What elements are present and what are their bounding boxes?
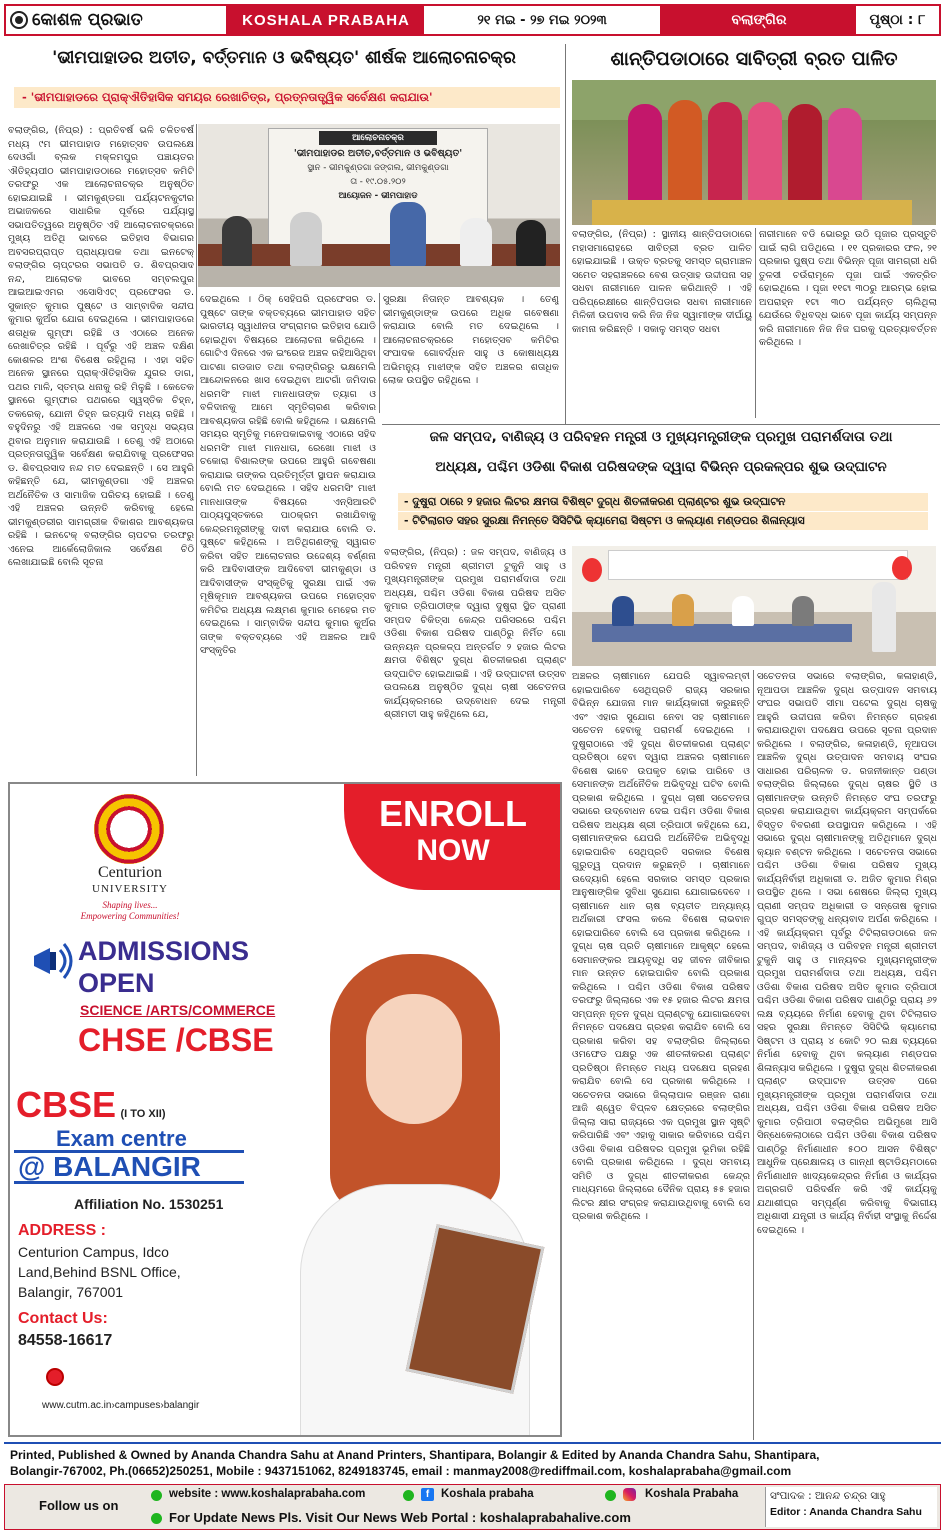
instagram-icon[interactable] xyxy=(605,1490,616,1501)
logo-text: କୋଶଳ ପ୍ରଭାତ xyxy=(32,10,143,30)
editor-english: Editor : Ananda Chandra Sahu xyxy=(770,1506,922,1518)
imprint-divider xyxy=(4,1442,941,1444)
article1-headline: 'ଭୀମପାହାଡର ଅତୀତ, ବର୍ତ୍ତମାନ ଓ ଭବିଷ୍ୟତ' ଶୀର୍ଷକ ଆଲୋଚନାଚକ୍ର xyxy=(52,48,516,68)
article2-photo xyxy=(572,80,936,225)
column-divider xyxy=(379,293,380,413)
address-line: Balangir, 767001 xyxy=(18,1284,124,1300)
issue-date: ୨୧ ମଇ - ୨୭ ମଇ ୨୦୨୩ xyxy=(424,6,662,34)
photo2-woman xyxy=(668,100,702,214)
facebook-icon[interactable] xyxy=(403,1490,414,1501)
english-title: KOSHALA PRABAHA xyxy=(228,6,424,34)
article3-subheadline2: - ଟିଟିଲାଗଡ ସହର ସୁରକ୍ଷା ନିମନ୍ତେ ସିସିଟିଭି କ୍ୟାମେରା ସିଷ୍ଟମ ଓ କଲ୍ୟାଣ ମଣ୍ଡପର ଶିଳାନ୍ୟାସ xyxy=(398,512,928,530)
exam-centre-label: Exam centre xyxy=(56,1126,187,1151)
article3-subheadline1: - ଦୁଷୁରା ଠାରେ ୨ ହଜାର ଲିଟର କ୍ଷମତା ବିଶିଷ୍ଟ ଦୁଗ୍ଧ ଶିତଳୀକରଣ ପ୍ଲାଣ୍ଟର ଶୁଭ ଉଦ୍‌ଘାଟନ xyxy=(398,493,928,511)
footer-facebook-link[interactable]: Koshala prabaha xyxy=(441,1488,534,1500)
exam-centre-city: @ BALANGIR xyxy=(14,1150,244,1184)
photo3-speaker xyxy=(872,582,896,652)
photo3-person xyxy=(672,594,694,626)
photo2-woman xyxy=(788,104,822,214)
contact-label: Contact Us: xyxy=(18,1310,108,1327)
article1-col3: ସୁରକ୍ଷା ନିତାନ୍ତ ଆବଶ୍ୟକ । ତେଣୁ ଭୀମକୁଣ୍ଡାଙ୍କ ଉପରେ ଅଧିକ ଗବେଷଣା କରାଯାଉ ବୋଲି ମତ ଦେଇଥିଲେ । ଆଲୋଚନାଚକ୍ରରେ ମହୋତ୍ସବ କମିଟିର ସଂପାଦକ ଗୋବର୍ଦ୍ଧନ ସାହୁ ଓ କୋଷାଧ୍ୟକ୍ଷ ଅଭିମନ୍ୟୁ ମାଝୀଙ୍କ ସହିତ ଅଞ୍ଚଳର ଶତାଧିକ ଲୋକ ଉପସ୍ଥିତ ରହିଥିଲେ । xyxy=(383,294,559,386)
column-divider xyxy=(753,670,754,1440)
photo3-person xyxy=(612,596,634,626)
article2-col2: ନାରୀମାନେ ବଡି ଭୋରରୁ ଉଠି ପୂଜାର ପ୍ରସ୍ତୁତି ପାଇଁ ଲାଗି ପଡିଥିଲେ । ୧୧ ପ୍ରକାରର ଫଳ, ୨୧ ପ୍ରକାର ପୁଷ୍ପ ତଥା ବିଭିନ୍ନ ପୂଜା ସାମଗ୍ରୀ ଧରି ତୁଳସୀ ଚଉଁରାମୂଳେ ପୂଜା ପାଇଁ ଏକତ୍ରିତ ହୋଇଥିଲେ । ପୂଜା ୧୧ଟା ୩୦ରୁ ଆରମ୍ଭ ହୋଇ ଅପରାହ୍ନ ୧ଟା ୩୦ ପର୍ଯ୍ୟନ୍ତ ଚାଲିଥିଲା ଯେଉଁରେ ବିଧିବଦ୍ଧ ଭାବେ ପୂଜା କାର୍ଯ୍ୟ ସମ୍ପନ୍ନ କରି ନାରୀମାନେ ନିଜ ନିଜ ଘରକୁ ପ୍ରତ୍ୟାବର୍ତ୍ତନ କରିଥିଲେ । xyxy=(759,229,937,348)
article3-headline-line1: ଜଳ ସମ୍ପଦ, ବାଣିଜ୍ୟ ଓ ପରିବହନ ମନ୍ତ୍ରୀ ଓ ମୁଖ୍ୟମନ୍ତ୍ରୀଙ୍କ ପ୍ରମୁଖ ପରାମର୍ଶଦାତା ତଥା xyxy=(429,429,893,445)
globe-icon xyxy=(46,1368,64,1386)
article2-col1: ବଲାଙ୍ଗିର, (ନିପ୍ର) : ସ୍ଥାନୀୟ ଶାନ୍ତିପଡାଠାରେ ମହାସମାରୋହରେ ସାବିତ୍ରୀ ବ୍ରତ ପାଳିତ ହୋଇଯାଇଛି । ଉକ୍ତ ବ୍ରତକୁ ସମସ୍ତ ଗ୍ରାମାଞ୍ଚଳ ସମେତ ସହରାଞ୍ଚଳରେ ବେଶ ଉତ୍ସାହ ଉଦ୍ଦୀପନା ସହ ସଧବା ନାରୀମାନେ ପାଳନ କରିଥାନ୍ତି । ଏହି ପରିପ୍ରେକ୍ଷୀରେ ଶାନ୍ତିପଡାର ସଧବା ନାରୀମାନେ ମିଳିକୀ ଉପବାସ କରି ନିଜ ନିଜ ସ୍ୱାମୀଙ୍କ ଦୀର୍ଘାୟୁ କାମନା କରିଛନ୍ତି । ସକାଳୁ ସମସ୍ତ ସଧବା xyxy=(572,229,752,335)
photo1-person xyxy=(516,220,546,266)
university-logo xyxy=(94,794,164,864)
article1-photo xyxy=(198,124,560,287)
imprint-line2: Bolangir-767002, Ph.(06652)250251, Mobile : 9437151062, 8249183745, email : manmay2008@rediffmail.com, koshalaprabaha@gmail.com xyxy=(10,1464,792,1478)
photo3-balloon xyxy=(892,556,912,580)
photo3-banner xyxy=(608,550,908,580)
article3-col-a: ବଲାଙ୍ଗିର, (ନିପ୍ର) : ଜଳ ସମ୍ପଦ, ବାଣିଜ୍ୟ ଓ ପରିବହନ ମନ୍ତ୍ରୀ ଶ୍ରୀମତୀ ଟୁକୁନି ସାହୁ ଓ ମୁଖ୍ୟମନ୍ତ୍ରୀଙ୍କ ପ୍ରମୁଖ ପରାମର୍ଶଦାତା ତଥା ଅଧ୍ୟକ୍ଷ, ପଶ୍ଚିମ ଓଡିଶା ବିକାଶ ପରିଷଦ ଅସିତ କୁମାର ତ୍ରିପାଠୀଙ୍କ ଦ୍ୱାରା ଦୁଷୁରା ସ୍ଥିତ ପ୍ରାଣୀ ସମ୍ପଦ ଚିକିତ୍ସା କେନ୍ଦ୍ର ପରିସରରେ ପଶ୍ଚିମ ଓଡିଶା ବିକାଶ ପରିଷଦ ପାଣ୍ଠିରୁ ନିର୍ମିତ ଗୋ ଉନ୍ନୟନ ପ୍ରକଳ୍ପ ଅନ୍ତର୍ଗତ ୨ ହଜାର ଲିଟର କ୍ଷମତା ବିଶିଷ୍ଟ ଦୁଗ୍ଧ ଶିତଳୀକରଣ ପ୍ଲାଣ୍ଟ ଉଦ୍‌ଘାଟିତ ହୋଇଥାଇଛି । ଏହି ଉଦ୍‌ଘାଟନୀ ଉତ୍ସବ ଉପଲକ୍ଷେ ଅନୁଷ୍ଠିତ ଦୁଗ୍ଧ ଚାଷୀ ସଚେତନତା କାର୍ଯ୍ୟକ୍ରମରେ ଉଦ୍‌ବୋଧନ ଦେଇ ମନ୍ତ୍ରୀ ଶ୍ରୀମତୀ ସାହୁ କହିଥିଲେ ଯେ, xyxy=(384,547,566,720)
instagram-logo-icon xyxy=(623,1488,636,1501)
university-tagline: Empowering Communities! xyxy=(80,911,180,921)
article1-col2: ଦେଇଥିଲେ । ଠିକ୍ ସେହିପରି ପ୍ରଫେସର ଡ. ପୁଷ୍ଟେ ତାଙ୍କ ବକ୍ତବ୍ୟରେ ଭୀମପାହାଡ ସହିତ ଭାରତୀୟ ସ୍ୱାଧୀନତା ସଂଗ୍ରାମର ଇତିହାସ ଯୋଡି ହୋଇଥିବା ବିଷୟରେ ଆଲୋଚନା କରିଥିଲେ । ଗୋଟିଏ ଦିନରେ ଏକ ଇଂରେଜ ଅଞ୍ଚଳ ରହିଆସିଥିବା ପାଟଣା ଗଡଜାତ ତଥା ବଲାଙ୍ଗିରରୁ ଭକ୍ଷମେଲି ଆନ୍ଦୋଳନରେ ଖାସ ଦେଇଥିବା ଆଟଗାଁ ଜମିଦାର ଧରମସିଂ ମାଝୀ ମାନଧାତାଙ୍କ ତ୍ୟାଗ ଓ ବଳିଦାନକୁ ଆମେ ସ୍ମୃତିଚାରଣ କରିବାର ଆବଶ୍ୟକତା ରହିଛି ବୋଲି କହିଥିଲେ । ଭକ୍ଷମେଲି ସମୟର ସ୍ମୃତିକୁ ମନେପକାଇବାକୁ ଏଠାରେ ସହିଦ ଧରମସିଂ ମାଝୀ ମାନଧାତା, ରେଖୋ ମାଝୀ ଓ ଚକୋରା ବିଶାଲଙ୍କ ଉପରେ ଆହୁରି ଗବେଷଣା କରାଯାଇ ତାଙ୍କର ପ୍ରତିମୂର୍ତ୍ତୀ ସ୍ଥାପନ କରାଯାଉ ବୋଲି ମତ ଦେଇଥିଲେ । ସହିଦ ଧରମସିଂ ମାଝୀ ମାନଧାତାଙ୍କ ବିଷୟରେ ଏନ୍‌ସିଆରଟି ପାଠ୍ୟପୁସ୍ତକରେ ପାଠକ୍ରମ ରଖାଯିବାକୁ କେନ୍ଦ୍ରମନ୍ତ୍ରୀଙ୍କୁ ଦାବୀ କରାଯାଉ ବୋଲି ଡ. ପୁଷ୍ଟେ କହିଥିଲେ । ଅତିଥିଗଣଙ୍କୁ ସ୍ୱାଗତ କରିବା ସହିତ ଆଲୋଚନାର ଉଦ୍ଦେଶ୍ୟ ବର୍ଣ୍ଣନା କରି ଆଦିବାସୀଙ୍କ ଆଦିବେବୀ ଭୀମକୁଣ୍ଡା ଓ ଆଦିବାସୀଙ୍କ ସଂସ୍କୃତିକୁ ସୁରକ୍ଷା ପାଇଁ ଏକ ମୂଷିକୂମାନ ଆବଶ୍ୟକତା ଉପରେ ମହୋତ୍ସବ କମିଟିର ଅଧ୍ୟକ୍ଷ ଲକ୍ଷ୍ମଣ କୁମାର ମେହେର ମତ ଦେଇଥିଲେ । ସାମ୍ବାଦିକ ସନ୍ଦୀପ କୁମାର କୁର୍ଅର ତାଙ୍କ ବକ୍ତବ୍ୟରେ ଏହି ଅଞ୍ଚଳର ଆଦି ସଂସ୍କୃତିର xyxy=(200,294,376,656)
editor-odia: ସଂପାଦକ : ଆନନ୍ଦ ଚନ୍ଦ୍ର ସାହୁ xyxy=(770,1490,886,1502)
imprint-line1: Printed, Published & Owned by Ananda Chandra Sahu at Anand Printers, Shantipara, Bolangir & Edited by Ananda Chandra Sahu, Shantipara, xyxy=(10,1448,820,1462)
photo2-offerings xyxy=(592,200,912,225)
student-illustration xyxy=(270,934,562,1437)
footer xyxy=(4,1484,941,1530)
photo3-table xyxy=(592,624,852,642)
portal-icon xyxy=(151,1513,162,1524)
photo3-balloon xyxy=(582,558,602,582)
photo2-woman xyxy=(628,104,662,214)
ad-website-link[interactable]: www.cutm.ac.in›campuses›balangir xyxy=(42,1400,200,1411)
enroll-now-badge[interactable]: ENROLL NOW xyxy=(344,784,562,890)
photo1-person xyxy=(222,216,252,266)
follow-us-label: Follow us on xyxy=(39,1498,119,1513)
affiliation-number: Affiliation No. 1530251 xyxy=(74,1196,224,1212)
university-sub: UNIVERSITY xyxy=(92,883,168,895)
website-icon xyxy=(151,1490,162,1501)
streams-label: SCIENCE /ARTS/COMMERCE xyxy=(80,1002,276,1018)
boards-label: CHSE /CBSE xyxy=(78,1022,274,1058)
photo2-woman xyxy=(748,102,782,214)
article1-col1: ବଲାଙ୍ଗିର, (ନିପ୍ର) : ପ୍ରତିବର୍ଷ ଭଳି ଚଳିତବର୍ଷ ମଧ୍ୟ ୯ମ ଭୀମପାହାଡ ମହୋତ୍ସବ ଉପଲକ୍ଷେ ଦେଓଗାଁ ବ୍ଲକ ମକ୍ଳମପୁର ପଞ୍ଚାୟତର ଐତିହ୍ୟପୀଠ ଭୀମପାହାଡଠାରେ ମହୋତ୍ସବ କମିଟି ତରଫରୁ ଏକ ଆଲୋଚନାଚକ୍ର ଅନୁଷ୍ଠିତ ହୋଇଯାଇଛି । ଭୀମକୁଣ୍ଡଗା ପର୍ଯ୍ୟଟନକୁଟୀର ଅଭାଜକରେ ସାଧାରିକ ପୂର୍ବରେ ପର୍ଯ୍ୟାସ୍ଥ ସଭାପତିତ୍ୱରେ ଅନୁଷ୍ଠିତ ଏହି ଆଲୋଚନାଚକ୍ରରେ ମୁଖ୍ୟ ଅତିଥି ଭାବରେ ଇତିହାସ ବିଭାଗର ଅବସରପ୍ରାପ୍ତ ପ୍ରାଧ୍ୟାପକ ତଥା ଇନଟେକ୍ ବଲାଙ୍ଗିର ଚାପ୍ଟରର ସଭାପତି ଡ. ଶିବପ୍ରସାଦ ନନ୍ଦ, ଆଲୋଚକ ଭାବରେ ସମ୍ବଲପୁର ଆଇଆଇଏମର ଏସୋସିଏଟ୍ ପ୍ରଫେସର ଡ. ସୁକାନ୍ତ କୁମାର ପୁଷ୍ଟେ ଓ ସାମ୍ବାଦିକ ସନ୍ଦୀପ କୁମାର କୁର୍ଅର ଯୋଗ ଦେଇଥିଲେ । ଭୀମପାହାଡରେ ଶତାଧିକ ଗୁମ୍ଫା ରହିଛି ଓ ଏଠାରେ ଅନେକ ରେଖାଚିତ୍ର ରହିଛି । ପୂର୍ବରୁ ଏହି ଅଞ୍ଚଳ ଦକ୍ଷିଣ କୋଶଳର ଅଂଶ ବିଶେଷ ରହିଥିଲା । ଏହା ସହିତ ଅନେକ ସ୍ଥାନରେ ପ୍ରାକ୍ଐତିହାସିକ ଯୁଗର ଡାଗ, ପଥର ମାଳି, ସ୍ତମ୍ଭ ଧନାକୁ ରହି ମିଳୁଛି । କେତେକ ସ୍ଥାନରେ ଗୁମ୍ଫାର ପଥରରେ ସ୍ୱସ୍ତିକ ଚିହ୍ନ, ତକରେକ୍, ଯୋନୀ ଚିହ୍ନ ଇତ୍ୟାଦି ମଧ୍ୟ ରହିଛି । ବହୁଦିନରୁ ଏହି ଅଞ୍ଚଳରେ ଏକ ସମୃଦ୍ଧ ସଭ୍ୟତା ଥିବାର ଅନୁମାନ କରାଯାଉଛି । ତେଣୁ ଏହି ଅଠାରେ ପ୍ରତ୍ନତାତ୍ତ୍ୱିକ ସର୍ବେକ୍ଷଣ କରାଯିବାକୁ ପ୍ରଫେସର ଡ. ଶିବପ୍ରସାଦ ନନ୍ଦ ମତ ଦେଇଛନ୍ତି । ସେ ଆହୁରି କହିଛନ୍ତି ଯେ, ଭୀମକୁଣ୍ଡଗା ଏହି ଅଞ୍ଚଳର ଅର୍ଥନୈତିକ ଓ ସାମାଜିକ ପରିଚୟ ହୋଇଛି । ତେଣୁ ଏହି ଅଞ୍ଚଳର ଉନ୍ନତି କରିବାକୁ ହେଲେ ଭୀମକୁଣ୍ଡରୀର ସାମଗ୍ରୀକ ବିକାଶର ଆବଶ୍ୟକତା ରହିଛି । ଇନଟେକ୍ ବଲାଙ୍ଗିର ଚାପଟର ତରଫରୁ ଏନେଇ ଆର୍କେଲୋଜିକାଲ ସର୍ବେକ୍ଷଣ ଚିଠି ଲେଖାଯାଇଛି ବୋଲି ସୂଚନା xyxy=(8,125,194,568)
location-label: ବଲାଙ୍ଗିର xyxy=(662,6,856,34)
photo2-woman xyxy=(828,108,862,214)
masthead xyxy=(4,4,941,36)
photo3-person xyxy=(792,596,814,626)
cbse-block: CBSE (I TO XII) xyxy=(16,1084,166,1125)
footer-instagram-link[interactable]: Koshala Prabaha xyxy=(645,1488,739,1500)
article3-headline-line2: ଅଧ୍ୟକ୍ଷ, ପଶ୍ଚିମ ଓଡିଶା ବିକାଶ ପରିଷଦଙ୍କ ଦ୍ୱାରା ବିଭିନ୍ନ ପ୍ରକଳ୍ପର ଶୁଭ ଉଦ୍‌ଘାଟନ xyxy=(435,459,887,475)
facebook-logo-icon: f xyxy=(421,1488,434,1501)
student-face xyxy=(366,994,462,1124)
logo-emblem-icon xyxy=(10,11,28,29)
article2-headline: ଶାନ୍ତିପଡାଠାରେ ସାବିତ୍ରୀ ବ୍ରତ ପାଳିତ xyxy=(610,48,898,70)
photo1-person xyxy=(290,212,322,266)
column-divider xyxy=(755,228,756,418)
photo1-person xyxy=(390,202,426,266)
university-name: Centurion xyxy=(98,864,162,881)
photo3-person xyxy=(732,596,754,626)
photo2-woman xyxy=(708,102,742,214)
footer-portal-link[interactable]: For Update News Pls. Visit Our News Web Portal : koshalaprabahalive.com xyxy=(169,1510,631,1525)
admissions-open: OPEN xyxy=(78,968,155,998)
editor-box xyxy=(765,1487,937,1527)
footer-website-link[interactable]: website : www.koshalaprabaha.com xyxy=(169,1488,366,1500)
megaphone-icon xyxy=(28,938,74,984)
university-tagline: Shaping lives... xyxy=(102,900,158,910)
article3-col-c: ସଚେତନତା ସଭାରେ ବଲାଙ୍ଗିର, କଳାହାଣ୍ଡି, ନୂଆପଡା ଆଞ୍ଚଳିକ ଦୁଗ୍ଧ ଉତ୍ପାଦନ ସମବାୟ ସଂଘର ସଭାପତି ସୀମା ପଟେଲ ଦୁଗ୍ଧ ଚାଷକୁ ଆହୁରି ଉଦ୍ଦୀପନା କରିବା ନିମନ୍ତେ ଗ୍ରହଣ କରାଯାଉଥିବା ପଦକ୍ଷେପ ଉପରେ ସୂଚନା ପ୍ରଦାନ କରିଥିଲେ । ବଲାଙ୍ଗିର, କଳାହାଣ୍ଡି, ନୂଆପଡା ଆଞ୍ଚଳିକ ଦୁଗ୍ଧ ଉତ୍ପାଦନ ସମବାୟ ସଂଘର ସାଧାରଣ ପରିଚାଳକ ଡ. ରଜନୀକାନ୍ତ ପଣ୍ଡା ବଲାଙ୍ଗିର ଜିଲ୍ଲାରେ ଦୁଗ୍ଧ ଚାଷର ସ୍ଥିତି ଓ ଚାଷୀମାନଙ୍କ ଉନ୍ନତି ନିମନ୍ତେ ସଂଘ ତରଫରୁ ଗ୍ରହଣ କରାଯାଉଥିବା କାର୍ଯ୍ୟକ୍ରମ ସମ୍ପର୍କରେ ବିସ୍ତୃତ ବିବରଣୀ ଉପସ୍ଥାପନ କରିଥିଲେ । ଏହି ସଭାରେ ଦୁଗ୍ଧ ଚାଷୀମାନଙ୍କୁ ଅତିଥିମାନେ ଦୁଗ୍ଧ କ୍ୟାନ ବଣ୍ଟନ କରିଥିଲେ । ସଚେତନତା ସଭାରେ ପଶ୍ଚିମ ଓଡିଶା ବିକାଶ ପରିଷଦ ମୁଖ୍ୟ କାର୍ଯ୍ୟନିର୍ବାହୀ ଅଧିକାରୀ ଡ. ଅଜିତ କୁମାର ମିଶ୍ର ଉପସ୍ଥିତ ଥିଲେ । ସଭା ଶେଷରେ ଜିଲ୍ଲା ମୁଖ୍ୟ ପ୍ରାଣୀ ସମ୍ପଦ ଅଧିକାରୀ ଡ ସନ୍ତୋଷ କୁମାର ଗୁପ୍ତ ସମସ୍ତଙ୍କୁ ଧନ୍ୟବାଦ ଅର୍ପଣ କରିଥିଲେ । ଏହି କାର୍ଯ୍ୟକ୍ରମ ପୂର୍ବରୁ ଟିଟିଲାଗଡଠାରେ ଜଳ ସମ୍ପଦ, ବାଣିଜ୍ୟ ଓ ପରିବହନ ମନ୍ତ୍ରୀ ଶ୍ରୀମତୀ ଟୁକୁନି ସାହୁ ଓ ମାନ୍ୟବର ମୁଖ୍ୟମନ୍ତ୍ରୀଙ୍କ ପ୍ରମୁଖ ପରାମର୍ଶଦାତା ତଥା ଅଧ୍ୟକ୍ଷ, ପଶ୍ଚିମ ଓଡିଶା ବିକାଶ ପରିଷଦ ଅସିତ କୁମାର ତ୍ରିପାଠୀ ପଶ୍ଚିମ ଓଡିଶା ବିକାଶ ପରିଷଦ ପାଣ୍ଠିରୁ ପ୍ରାୟ ୬୨ ଲକ୍ଷ ବ୍ୟୟରେ ନିର୍ମାଣ ହେବାକୁ ଥିବା ଟିଟିଲାଗଡ ସହର ସୁରକ୍ଷା ନିମନ୍ତେ ସିସିଟିଭି କ୍ୟାମେରା ସିଷ୍ଟମ ଓ ପ୍ରାୟ ୪ କୋଟି ୨୦ ଲକ୍ଷ ବ୍ୟୟରେ ନିର୍ମାଣ ହେବାକୁ ଥିବା କଲ୍ୟାଣ ମଣ୍ଡପର ଶିଳାନ୍ୟାସ କରିଥିଲେ । ଦୁଷୁରା ଦୁଗ୍ଧ ଶିତଳୀକରଣ ପ୍ଲାଣ୍ଟ ଉଦ୍‌ଘାଟନ ଉତ୍ସବ ପରେ ମୁଖ୍ୟମନ୍ତ୍ରୀଙ୍କ ପ୍ରମୁଖ ପରାମର୍ଶଦାତା ତଥା ଅଧ୍ୟକ୍ଷ, ପଶ୍ଚିମ ଓଡିଶା ବିକାଶ ପରିଷଦ ଅସିତ କୁମାର ତ୍ରିପାଠୀ ବଲାଙ୍ଗିର ଅଭିମୁଖେ ଆସି ସିନ୍ଧେକେଲାଠାରେ ପଶ୍ଚିମ ଓଡିଶା ବିକାଶ ପରିଷଦ ପାଣ୍ଠିରୁ ନିର୍ମାଣାଧୀନ ୫୦୦ ଆସନ ବିଶିଷ୍ଟ ଆଧୁନିକ ପ୍ରେକ୍ଷାଳୟ ଓ ଗାନ୍ଧୀ ଷ୍ଟାଡିୟମଠାରେ ନିର୍ମାଣାଧୀନ ଖାଦ୍ୟକେନ୍ଦ୍ରର ନିର୍ମାଣ ଓ କାର୍ଯ୍ୟର ଅଗ୍ରଗତି ପରିଦର୍ଶନ କରି ଏହି କାର୍ଯ୍ୟକୁ ଯଥାଶୀଘ୍ର ସମ୍ପୂର୍ଣ୍ଣ କରିବାକୁ ବିଭାଗୀୟ ଅଧିଶାସୀ ଯନ୍ତ୍ରୀ ଓ କାର୍ଯ୍ୟ ନିର୍ବାହୀ ସଂସ୍ଥାକୁ ନିର୍ଦ୍ଦେଶ ଦେଇଥିଲେ । xyxy=(757,671,937,1236)
column-divider xyxy=(196,124,197,776)
address-line: Land,Behind BSNL Office, xyxy=(18,1264,181,1280)
photo1-person xyxy=(460,218,492,266)
vertical-divider xyxy=(565,44,566,424)
centurion-ad[interactable] xyxy=(8,782,562,1437)
contact-phone[interactable]: 84558-16617 xyxy=(18,1332,113,1349)
page-number: ପୃଷ୍ଠା : ୮ xyxy=(869,12,926,28)
admissions-heading: ADMISSIONS xyxy=(78,936,250,966)
photo1-table xyxy=(198,244,560,266)
masthead-logo xyxy=(6,6,228,34)
address-line: Centurion Campus, Idco xyxy=(18,1244,169,1260)
address-label: ADDRESS : xyxy=(18,1222,107,1239)
article1-subheadline: - 'ଭୀମପାହାଡରେ ପ୍ରାକ୍ଐତିହାସିକ ସମୟର ରେଖାଚିତ୍ର, ପ୍ରତ୍ନତାତ୍ତ୍ୱିକ ସର୍ବେକ୍ଷଣ କରାଯାଉ' xyxy=(14,87,560,108)
article3-photo xyxy=(572,546,936,666)
photo1-banner: ଆଲୋଚନାଚକ୍ର 'ଭୀମପାହାଡର ଅତୀତ,ବର୍ତ୍ତମାନ ଓ ଭବିଷ୍ୟତ' ସ୍ଥାନ - ଭୀମକୁଣ୍ଡଗା ଜଙ୍ଗଲ, ଭୀମକୁଣ୍ଡଗା ତା - ୧୯.୦୫.୨୦୨ ଆୟୋଜନ - ଭୀମପାହାଡ xyxy=(268,128,488,246)
article3-col-b: ଅଞ୍ଚଳର ଚାଷୀମାନେ ଯେପରି ସ୍ୱାବଲମ୍ବୀ ହୋଇପାରିବେ ସେଥିପ୍ରତି ରାଜ୍ୟ ସରକାର ବିଭିନ୍ନ ଯୋଜନା ମାନ କାର୍ଯ୍ୟକାରୀ କରୁଛନ୍ତି ଏବଂ ଏହାର ସୁଯୋଗ ନେବା ସହ ଚାଷୀମାନେ ସଚେତନ ହେବାକୁ ପରାମର୍ଶ ଦେଇଥିଲେ । ଦୁଷୁରାଠାରେ ଏହି ଦୁଗ୍ଧ ଶିତଳୀକରଣ ପ୍ଲାଣ୍ଟ ପ୍ରତିଷ୍ଠା ହେବା ଦ୍ୱାରା ଅଞ୍ଚଳର ଚାଷୀମାନେ ବିଶେଷ ଭାବେ ଉପକୃତ ହୋଇ ପାରିବେ ଓ ସେମାନଙ୍କ ଅର୍ଥନୈତିକ ଅଭିବୃଦ୍ଧି ଘଟିବ ବୋଲି ପ୍ରକାଶ କରିଥିଲେ । ଦୁଗ୍ଧ ଚାଷୀ ସଚେତନତା ସଭାରେ ଉଦ୍‌ବୋଧନ ଦେଇ ପଶ୍ଚିମ ଓଡିଶା ବିକାଶ ପରିଷଦ ଅଧ୍ୟକ୍ଷ ଶ୍ରୀ ତ୍ରିପାଠୀ କହିଥିଲେ ଯେ, ଚାଷୀମାନଙ୍କର ଯେପରି ଅର୍ଥନୈତିକ ଅଭିବୃଦ୍ଧି ହୋଇପାରିବ ସେଥିପ୍ରତି ସରକାର ବିଶେଷ ଗୁରୁତ୍ୱ ପ୍ରଦାନ କରୁଛନ୍ତି । ଚାଷୀମାନେ ଉଦ୍ୟୋଗି ହେଲେ ସରକାର ସମସ୍ତ ପ୍ରକାର ଆନୁଷାଙ୍ଗିକ ସୁବିଧା ସୁଯୋଗ ଯୋଗାଇଦେବେ । ଚାଷୀମାନେ ଧାନ ଚାଷ ବ୍ୟତୀତ ଅନ୍ୟାନ୍ୟ ଅର୍ଥକାରୀ ଫସଲ କଲେ ବିଶେଷ ଲାଭବାନ ହୋଇପାରିବେ ବୋଲି ସେ ପ୍ରକାଶ କରିଥିଲେ । ଦୁଗ୍ଧ ଚାଷ ପ୍ରତି ଚାଷୀମାନେ ଆକୃଷ୍ଟ ହେଲେ ସେମାନଙ୍କର ଆୟବୃଦ୍ଧି ସହ ଜୀବନ ଜୀବିକାର ମାନ ଉନ୍ନତ ହୋଇପାରିବ ବୋଲି ପ୍ରକାଶ କରିଥିଲେ । ପଶ୍ଚିମ ଓଡିଶା ବିକାଶ ପରିଷଦ ତରଫରୁ ଜିଲ୍ଲାରେ ଏକ ୧୫ ହଜାର ଲିଟର କ୍ଷମତା ସମ୍ପନ୍ନ ନୂତନ ଦୁଗ୍ଧ ପ୍ଲାଣ୍ଟକୁ ଯୋଗାଇଦେବା ନିମନ୍ତେ ପଦକ୍ଷେପ ଗ୍ରହଣ କରାଯିବ ବୋଲି ସେ ପ୍ରକାଶ କରିବା ସହ ବଲାଙ୍ଗିର ଜିଲ୍ଲାରେ ଓମଫେଡ ପକ୍ଷରୁ ଏକ ଶୀତଳୀକରଣ ପ୍ଲାଣ୍ଟ ପ୍ରତିଷ୍ଠା ନିମନ୍ତେ ମଧ୍ୟ ପଦକ୍ଷେପ ଗ୍ରହଣ କରାଯିବ ବୋଲି ସେ ପ୍ରକାଶ କରିଥିଲେ । ସଚେତନତା ସଭାରେ ଜିଲ୍ଲାପାଳ ରଞ୍ଜନ ରାଣା ଆଜି ଶ୍ୱେତ ବିପ୍ଳବ କ୍ଷେତ୍ରରେ ବଲାଙ୍ଗିର ଜିଲ୍ଲା ସାରା ରାଜ୍ୟରେ ଏକ ପ୍ରମୁଖ ସ୍ଥାନ ସୃଷ୍ଟି କରିପାରିଛି ଏବଂ ଏହାକୁ ସାକାର କରିବାରେ ପଶ୍ଚିମ ଓଡିଶା ବିକାଶ ପରିଷଦର ପ୍ରମୁଖ ଭୂମିକା ରହିଛି ବୋଲି ପ୍ରକାଶ କରିଥିଲେ । ଦୁଗ୍ଧ ସମବାୟ ସମିତି ଓ ଦୁଗ୍ଧ ଶୀତଳୀକରଣ କେନ୍ଦ୍ର ମାଧ୍ୟମରେ ଜିଲ୍ଲାରେ ଦୈନିକ ପ୍ରାୟ ୫୫ ହଜାର ଲିଟର କ୍ଷୀର ସଂଗ୍ରହ କରାଯାଉଥିବାକୁ ବୋଲି ସେ ପ୍ରକାଶ କରିଥିଲେ । xyxy=(572,671,750,1222)
horizontal-divider xyxy=(382,424,940,425)
